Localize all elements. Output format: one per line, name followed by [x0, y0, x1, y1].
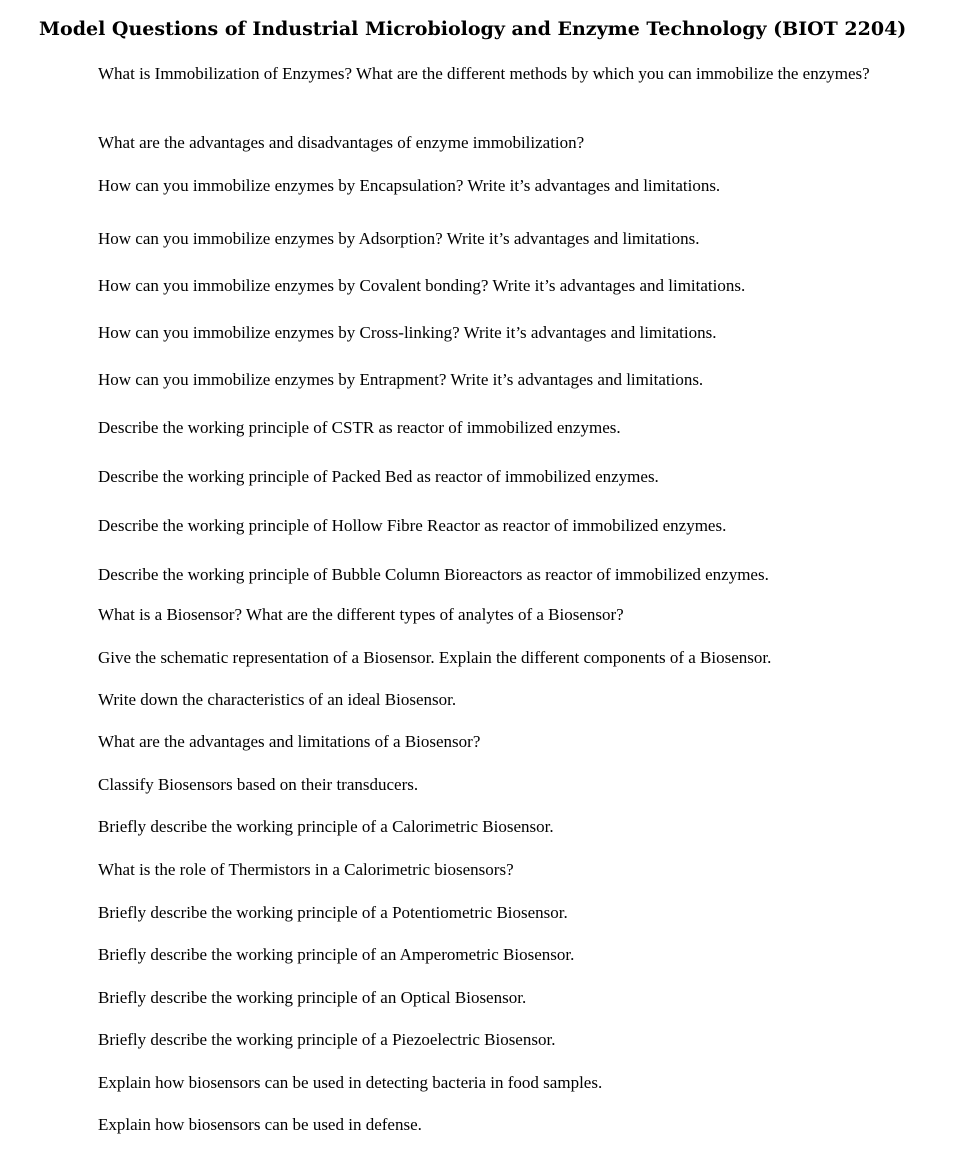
question-item: Give the schematic representation of a Biosensor. Explain the different components of a Biosensor. [98, 648, 772, 667]
question-item: How can you immobilize enzymes by Cross-linking? Write it’s advantages and limitations. [98, 323, 717, 342]
question-item: What is a Biosensor? What are the different types of analytes of a Biosensor? [98, 605, 624, 624]
question-item: How can you immobilize enzymes by Encapsulation? Write it’s advantages and limitations. [98, 176, 721, 195]
question-item: What is the role of Thermistors in a Calorimetric biosensors? [98, 860, 514, 879]
question-item: How can you immobilize enzymes by Adsorption? Write it’s advantages and limitations. [98, 229, 700, 248]
question-item: Briefly describe the working principle of a Piezoelectric Biosensor. [98, 1030, 556, 1049]
question-item: What is Immobilization of Enzymes? What are the different methods by which you can immobilize the enzymes? [98, 64, 870, 83]
document-title: Model Questions of Industrial Microbiology and Enzyme Technology (BIOT 2204) [39, 18, 907, 40]
question-item: Explain how biosensors can be used in detecting bacteria in food samples. [98, 1073, 603, 1092]
question-item: Classify Biosensors based on their transducers. [98, 775, 419, 794]
question-item: What are the advantages and limitations of a Biosensor? [98, 732, 481, 751]
question-item: Describe the working principle of CSTR as reactor of immobilized enzymes. [98, 418, 621, 437]
question-item: How can you immobilize enzymes by Entrapment? Write it’s advantages and limitations. [98, 370, 704, 389]
question-item: Briefly describe the working principle of an Optical Biosensor. [98, 988, 527, 1007]
question-item: What are the advantages and disadvantages of enzyme immobilization? [98, 133, 585, 152]
question-item: Explain how biosensors can be used in defense. [98, 1115, 422, 1134]
question-item: Describe the working principle of Packed Bed as reactor of immobilized enzymes. [98, 467, 659, 486]
question-item: Describe the working principle of Hollow Fibre Reactor as reactor of immobilized enzymes. [98, 516, 727, 535]
question-item: Write down the characteristics of an ideal Biosensor. [98, 690, 457, 709]
question-item: Briefly describe the working principle of an Amperometric Biosensor. [98, 945, 575, 964]
question-item: Briefly describe the working principle of a Calorimetric Biosensor. [98, 817, 554, 836]
question-item: Describe the working principle of Bubble Column Bioreactors as reactor of immobilized enzymes. [98, 565, 769, 584]
question-item: How can you immobilize enzymes by Covalent bonding? Write it’s advantages and limitations. [98, 276, 746, 295]
question-item: Briefly describe the working principle of a Potentiometric Biosensor. [98, 903, 568, 922]
